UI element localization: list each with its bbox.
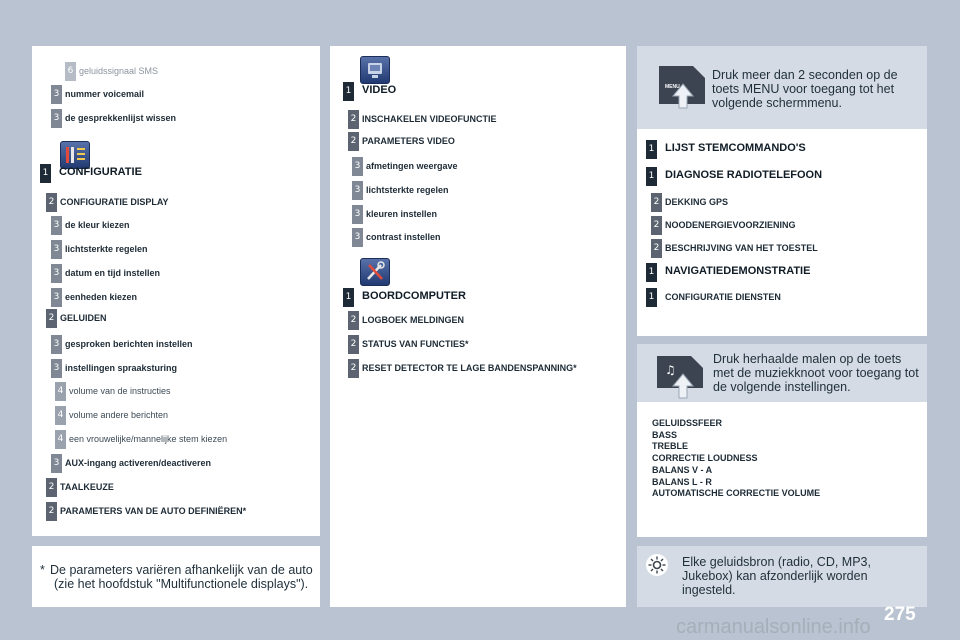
menu-level-badge: 2	[348, 110, 359, 129]
menu-entry: gesproken berichten instellen	[65, 339, 193, 349]
menu-level-badge: 2	[46, 478, 57, 497]
menu-entry: CONFIGURATIE DIENSTEN	[665, 292, 781, 302]
menu-entry: DEKKING GPS	[665, 197, 729, 207]
menu-entry: BESCHRIJVING VAN HET TOESTEL	[665, 243, 818, 253]
menu-entry: NAVIGATIEDEMONSTRATIE	[665, 265, 811, 277]
footnote-star: *	[40, 563, 45, 577]
menu-entry: volume andere berichten	[69, 410, 169, 420]
menu-level-badge: 2	[348, 335, 359, 354]
svg-text:♫: ♫	[665, 363, 676, 377]
tip-panel	[637, 546, 927, 607]
menu-entry: lichtsterkte regelen	[366, 185, 449, 195]
menu-entry: PARAMETERS VAN DE AUTO DEFINIËREN*	[60, 506, 247, 516]
menu-level-badge: 3	[51, 335, 62, 354]
menu-entry: lichtsterkte regelen	[65, 244, 148, 254]
tip-text: Elke geluidsbron (radio, CD, MP3, Jukebox) kan afzonderlijk worden ingesteld.	[682, 555, 871, 597]
menu-level-badge: 1	[646, 140, 657, 159]
menu-entry: eenheden kiezen	[65, 292, 138, 302]
menu-entry: VIDEO	[362, 84, 397, 96]
footnote-panel	[32, 546, 320, 607]
menu-level-badge: 1	[646, 263, 657, 282]
footnote-line-1: De parameters variëren afhankelijk van de auto	[50, 563, 313, 577]
menu-entry: de kleur kiezen	[65, 220, 130, 230]
menu-level-badge: 3	[51, 359, 62, 378]
menu-level-badge: 1	[343, 288, 354, 307]
menu-level-badge: 3	[51, 454, 62, 473]
menu-entry: BOORDCOMPUTER	[362, 290, 466, 302]
menu-level-badge: 1	[40, 164, 51, 183]
menu-entry: CONFIGURATIE	[59, 166, 142, 178]
video-icon	[360, 56, 390, 84]
menu-level-badge: 1	[646, 167, 657, 186]
sound-setting-item: GELUIDSSFEER	[652, 418, 723, 428]
menu-level-badge: 3	[51, 216, 62, 235]
menu-level-badge: 2	[348, 132, 359, 151]
menu-level-badge: 2	[651, 239, 662, 258]
menu-level-badge: 3	[51, 288, 62, 307]
menu-level-badge: 3	[51, 109, 62, 128]
menu-entry: volume van de instructies	[69, 386, 171, 396]
menu-entry: PARAMETERS VIDEO	[362, 136, 455, 146]
menu-level-badge: 2	[348, 311, 359, 330]
menu-level-badge: 1	[646, 288, 657, 307]
menu-entry: INSCHAKELEN VIDEOFUNCTIE	[362, 114, 497, 124]
menu-level-badge: 3	[51, 240, 62, 259]
menu-entry: instellingen spraaksturing	[65, 363, 178, 373]
page-number: 275	[884, 604, 916, 625]
menu-level-badge: 1	[343, 82, 354, 101]
sound-setting-item: TREBLE	[652, 441, 688, 452]
menu-level-badge: 2	[46, 502, 57, 521]
menu-entry: LOGBOEK MELDINGEN	[362, 315, 465, 325]
menu-level-badge: 3	[352, 205, 363, 224]
menu-entry: AUX-ingang activeren/deactiveren	[65, 458, 212, 468]
menu-key-icon	[653, 60, 709, 110]
menu-entry: datum en tijd instellen	[65, 268, 161, 278]
menu-entry: STATUS VAN FUNCTIES*	[362, 339, 469, 349]
menu-level-badge: 3	[352, 157, 363, 176]
menu-entry: RESET DETECTOR TE LAGE BANDENSPANNING*	[362, 363, 577, 373]
menu-key-text: Druk meer dan 2 seconden op de toets MENU voor toegang tot het volgende schermmenu.	[712, 68, 898, 110]
sound-settings-list	[652, 418, 820, 500]
menu-key-label: MENU	[665, 84, 680, 90]
menu-entry: CONFIGURATIE DISPLAY	[60, 197, 169, 207]
menu-entry: LIJST STEMCOMMANDO'S	[665, 142, 806, 154]
footnote-line-2: (zie het hoofdstuk "Multifunctionele displays").	[54, 577, 309, 591]
menu-level-badge: 2	[651, 193, 662, 212]
sound-setting-item: BALANS V - A	[652, 464, 713, 475]
settings-panel-left	[32, 46, 320, 536]
menu-level-badge: 2	[46, 309, 57, 328]
menu-level-badge: 3	[352, 228, 363, 247]
menu-entry: kleuren instellen	[366, 209, 438, 219]
configuration-icon	[60, 141, 90, 169]
menu-entry: DIAGNOSE RADIOTELEFOON	[665, 169, 823, 181]
sun-tip-icon	[646, 554, 668, 576]
menu-entry: afmetingen weergave	[366, 161, 458, 171]
menu-entry: GELUIDEN	[60, 313, 107, 323]
sound-setting-item: AUTOMATISCHE CORRECTIE VOLUME	[652, 488, 821, 499]
menu-entry: geluidssignaal SMS	[79, 66, 159, 76]
trip-computer-icon	[360, 258, 390, 286]
menu-level-badge: 2	[348, 359, 359, 378]
menu-entry: nummer voicemail	[65, 89, 145, 99]
menu-entry: een vrouwelijke/mannelijke stem kiezen	[69, 434, 228, 444]
sound-setting-item: CORRECTIE LOUDNESS	[652, 453, 758, 464]
settings-panel-middle	[330, 46, 626, 607]
menu-level-badge: 3	[51, 85, 62, 104]
menu-level-badge: 4	[55, 406, 66, 425]
menu-level-badge: 2	[651, 216, 662, 235]
menu-entry: de gesprekkenlijst wissen	[65, 113, 177, 123]
sound-setting-item: BALANS L - R	[652, 476, 712, 487]
menu-entry: contrast instellen	[366, 232, 441, 242]
menu-level-badge: 3	[51, 264, 62, 283]
menu-level-badge: 4	[55, 382, 66, 401]
menu-entry: TAALKEUZE	[60, 482, 114, 492]
music-key-panel	[637, 344, 927, 537]
watermark: carmanualsonline.info	[676, 616, 871, 638]
menu-level-badge: 4	[55, 430, 66, 449]
menu-level-badge: 3	[352, 181, 363, 200]
menu-level-badge: 6	[65, 62, 76, 81]
music-note-key-icon	[651, 350, 707, 400]
menu-level-badge: 2	[46, 193, 57, 212]
sound-setting-item: BASS	[652, 429, 678, 440]
music-key-text: Druk herhaalde malen op de toets met de muziekknoot voor toegang tot de volgende instellingen.	[713, 352, 919, 394]
menu-key-panel	[637, 46, 927, 336]
menu-entry: NOODENERGIEVOORZIENING	[665, 220, 796, 230]
